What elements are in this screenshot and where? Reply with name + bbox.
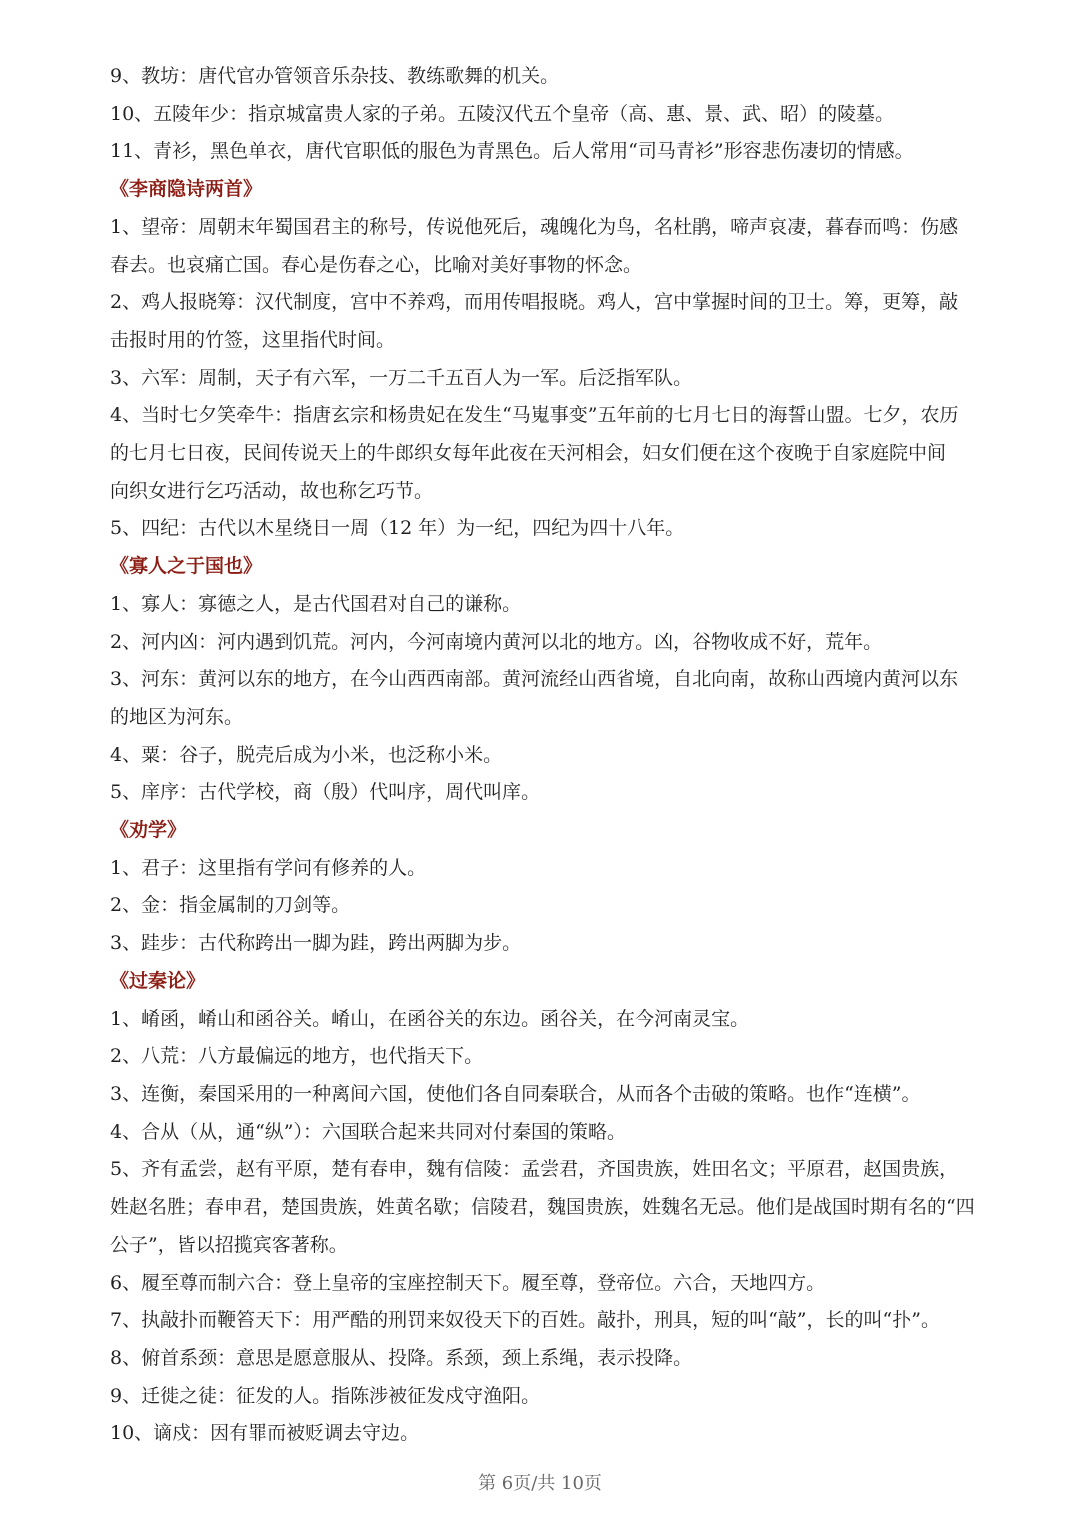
text-line: 向织女进行乞巧活动，故也称乞巧节。 (110, 479, 434, 502)
text-line: 5、四纪：古代以木星绕日一周（12 年）为一纪，四纪为四十八年。 (110, 517, 685, 540)
section-heading: 《过秦论》 (110, 969, 206, 992)
section-heading: 《劝学》 (110, 819, 187, 842)
text-line: 击报时用的竹签，这里指代时间。 (110, 328, 396, 351)
text-line: 5、齐有孟尝，赵有平原，楚有春申，魏有信陵：孟尝君，齐国贵族，姓田名文；平原君，赵国贵族， (110, 1158, 959, 1181)
text-line: 2、鸡人报晓筹：汉代制度，宫中不养鸡，而用传唱报晓。鸡人，宫中掌握时间的卫士。筹，更筹，敲 (110, 291, 959, 314)
text-line: 9、教坊：唐代官办管领音乐杂技、教练歌舞的机关。 (110, 65, 560, 87)
text-line: 3、河东：黄河以东的地方，在今山西西南部。黄河流经山西省境，自北向南，故称山西境内黄河以东 (110, 668, 959, 691)
text-line: 公子”，皆以招揽宾客著称。 (110, 1233, 348, 1256)
text-line: 10、谪戍：因有罪而被贬调去守边。 (110, 1422, 420, 1445)
text-line: 5、庠序：古代学校，商（殷）代叫序，周代叫庠。 (110, 781, 541, 804)
text-line: 7、执敲扑而鞭笞天下：用严酷的刑罚来奴役天下的百姓。敲扑，刑具，短的叫“敲”，长的叫“扑”。 (110, 1309, 940, 1332)
section-heading: 《李商隐诗两首》 (110, 178, 263, 201)
text-line: 春去。也哀痛亡国。春心是伤春之心，比喻对美好事物的怀念。 (110, 253, 643, 276)
text-line: 9、迁徙之徒：征发的人。指陈涉被征发戍守渔阳。 (110, 1384, 541, 1407)
document-body (110, 58, 975, 1453)
text-line: 1、寡人：寡德之人，是古代国君对自己的谦称。 (110, 592, 522, 615)
text-line: 的地区为河东。 (110, 705, 244, 728)
text-line: 1、君子：这里指有学问有修养的人。 (110, 856, 427, 879)
text-line: 1、崤函，崤山和函谷关。崤山，在函谷关的东边。函谷关，在今河南灵宝。 (110, 1007, 750, 1030)
text-line: 3、六军：周制，天子有六军，一万二千五百人为一军。后泛指军队。 (110, 366, 693, 389)
text-line: 8、俯首系颈：意思是愿意服从、投降。系颈，颈上系绳，表示投降。 (110, 1346, 693, 1369)
text-line: 的七月七日夜，民间传说天上的牛郎织女每年此夜在天河相会，妇女们便在这个夜晚于自家庭院中间 (110, 442, 947, 465)
text-line: 2、八荒：八方最偏远的地方，也代指天下。 (110, 1045, 484, 1068)
text-line: 6、履至尊而制六合：登上皇帝的宝座控制天下。履至尊，登帝位。六合，天地四方。 (110, 1271, 826, 1294)
text-line: 姓赵名胜；春申君，楚国贵族，姓黄名歇；信陵君，魏国贵族，姓魏名无忌。他们是战国时期有名的“四 (110, 1196, 975, 1219)
text-line: 10、五陵年少：指京城富贵人家的子弟。五陵汉代五个皇帝（高、惠、景、武、昭）的陵墓。 (110, 102, 895, 125)
text-line: 1、望帝：周朝末年蜀国君主的称号，传说他死后，魂魄化为鸟，名杜鹃，啼声哀凄，暮春而鸣：伤感 (110, 215, 959, 238)
text-line: 4、当时七夕笑牵牛：指唐玄宗和杨贵妃在发生“马嵬事变”五年前的七月七日的海誓山盟。七夕，农历 (110, 404, 959, 427)
text-line: 2、金：指金属制的刀剑等。 (110, 894, 351, 917)
text-line: 2、河内凶：河内遇到饥荒。河内，今河南境内黄河以北的地方。凶，谷物收成不好，荒年。 (110, 630, 883, 653)
page-number: 第 6页/共 10页 (478, 1473, 602, 1494)
text-line: 4、合从（从，通“纵”）：六国联合起来共同对付秦国的策略。 (110, 1120, 627, 1143)
section-heading: 《寡人之于国也》 (110, 555, 263, 578)
text-line: 4、粟：谷子，脱壳后成为小米，也泛称小米。 (110, 743, 503, 766)
text-line: 3、连衡，秦国采用的一种离间六国，使他们各自同秦联合，从而各个击破的策略。也作“连横”。 (110, 1082, 921, 1105)
text-line: 3、跬步：古代称跨出一脚为跬，跨出两脚为步。 (110, 932, 522, 955)
text-line: 11、青衫，黑色单衣，唐代官职低的服色为青黑色。后人常用“司马青衫”形容悲伤凄切的情感。 (110, 140, 914, 163)
